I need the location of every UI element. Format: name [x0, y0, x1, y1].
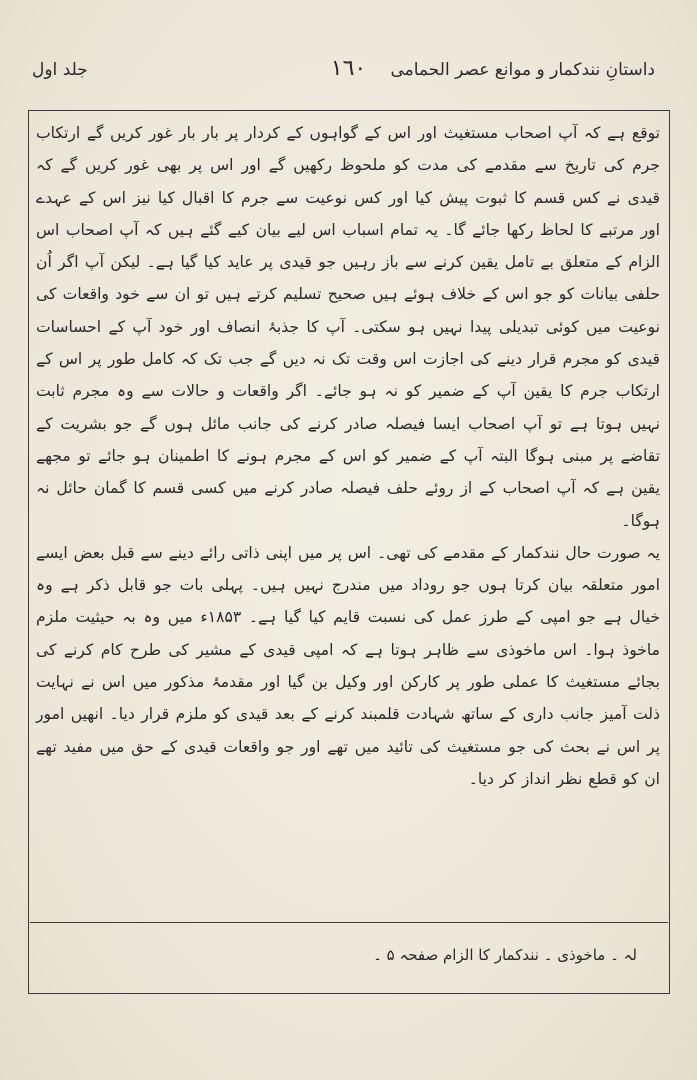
- running-header: [20, 52, 677, 102]
- paragraph-1: توقع ہے کہ آپ اصحاب مستغیث اور اس کے گواہوں کے کردار پر بار بار غور کریں گے ارتکاب جرم کی تاریخ سے مقدمے کی مدت کو ملحوظ رکھیں گے اور اس پر بھی غور کریں گے کہ قیدی نے کس قسم کا ثبوت پیش کیا اور کس نوعیت سے جرم کا اقبال کیا نیز اس کے عہدے اور مرتبے کا لحاظ رکھا جائے گا۔ یہ تمام اسباب اس لیے بیان کیے گئے ہیں کہ آپ اصحاب اس الزام کے متعلق بے تامل یقین کرنے سے باز رہیں جو قیدی پر عاید کیا گیا ہے۔ لیکن آپ اگر اُن حلفی بیانات کو جو اس کے خلاف ہوئے ہیں صحیح تسلیم کرتے ہیں تو ان سے خود واقعات کی نوعیت میں کوئی تبدیلی پیدا نہیں ہو سکتی۔ آپ کا جذبۂ انصاف اور خود آپ کے احساسات قیدی کو مجرم قرار دینے کی اجازت اس وقت تک نہ دیں گے جب تک کہ کامل طور پر اس کے ارتکاب جرم کا یقین آپ کے ضمیر کو نہ ہو جائے۔ اگر واقعات و حالات سے وہ مجرم ثابت نہیں ہوتا ہے تو آپ اصحاب ایسا فیصلہ صادر کرنے کی جانب مائل ہوں گے جو بشریت کے تقاضے پر مبنی ہوگا البتہ آپ کے ضمیر کو اس کے مجرم ہونے کا اطمینان ہو جائے تو مجھے یقین ہے کہ آپ اصحاب کے از روئے حلف فیصلہ صادر کرنے میں کسی قسم کا گمان حائل نہ ہوگا۔: [36, 124, 660, 530]
- main-text: [36, 117, 660, 917]
- footnote: لہ ۔ ماخوذی ۔ نندکمار کا الزام صفحہ ۵ ۔: [373, 946, 637, 964]
- footnote-divider: [30, 922, 668, 923]
- paragraph-2: یہ صورت حال نندکمار کے مقدمے کی تھی۔ اس پر میں اپنی ذاتی رائے دینے سے قبل بعض ایسے امور متعلقہ بیان کرتا ہوں جو روداد میں مندرج نہیں ہیں۔ پہلی بات جو قابل ذکر ہے وہ خیال ہے جو امپی کے طرز عمل کی نسبت قایم کیا گیا ہے۔ ۱۸۵۳ء میں وہ بہ حیثیت ملزم ماخوذ ہوا۔ اس ماخوذی سے ظاہر ہوتا ہے کہ امپی قیدی کے مشیر کی طرح کام کرنے کی بجائے مستغیث کا عملی طور پر کارکن اور وکیل بن گیا اور مقدمۂ مذکور میں اس نے نہایت ذلت آمیز جانب داری کے ساتھ شہادت قلمبند کرنے کے بعد قیدی کو ملزم قرار دیا۔ انھیں امور پر اس نے بحث کی جو مستغیث کی تائید میں تھے اور جو واقعات قیدی کے حق میں مفید تھے ان کو قطع نظر انداز کر دیا۔: [36, 543, 660, 788]
- book-title: داستانِ نندکمار و موانع عصر الحمامی: [390, 60, 655, 80]
- page-number: ١٦٠: [330, 56, 367, 81]
- volume-label: جلد اول: [32, 60, 88, 80]
